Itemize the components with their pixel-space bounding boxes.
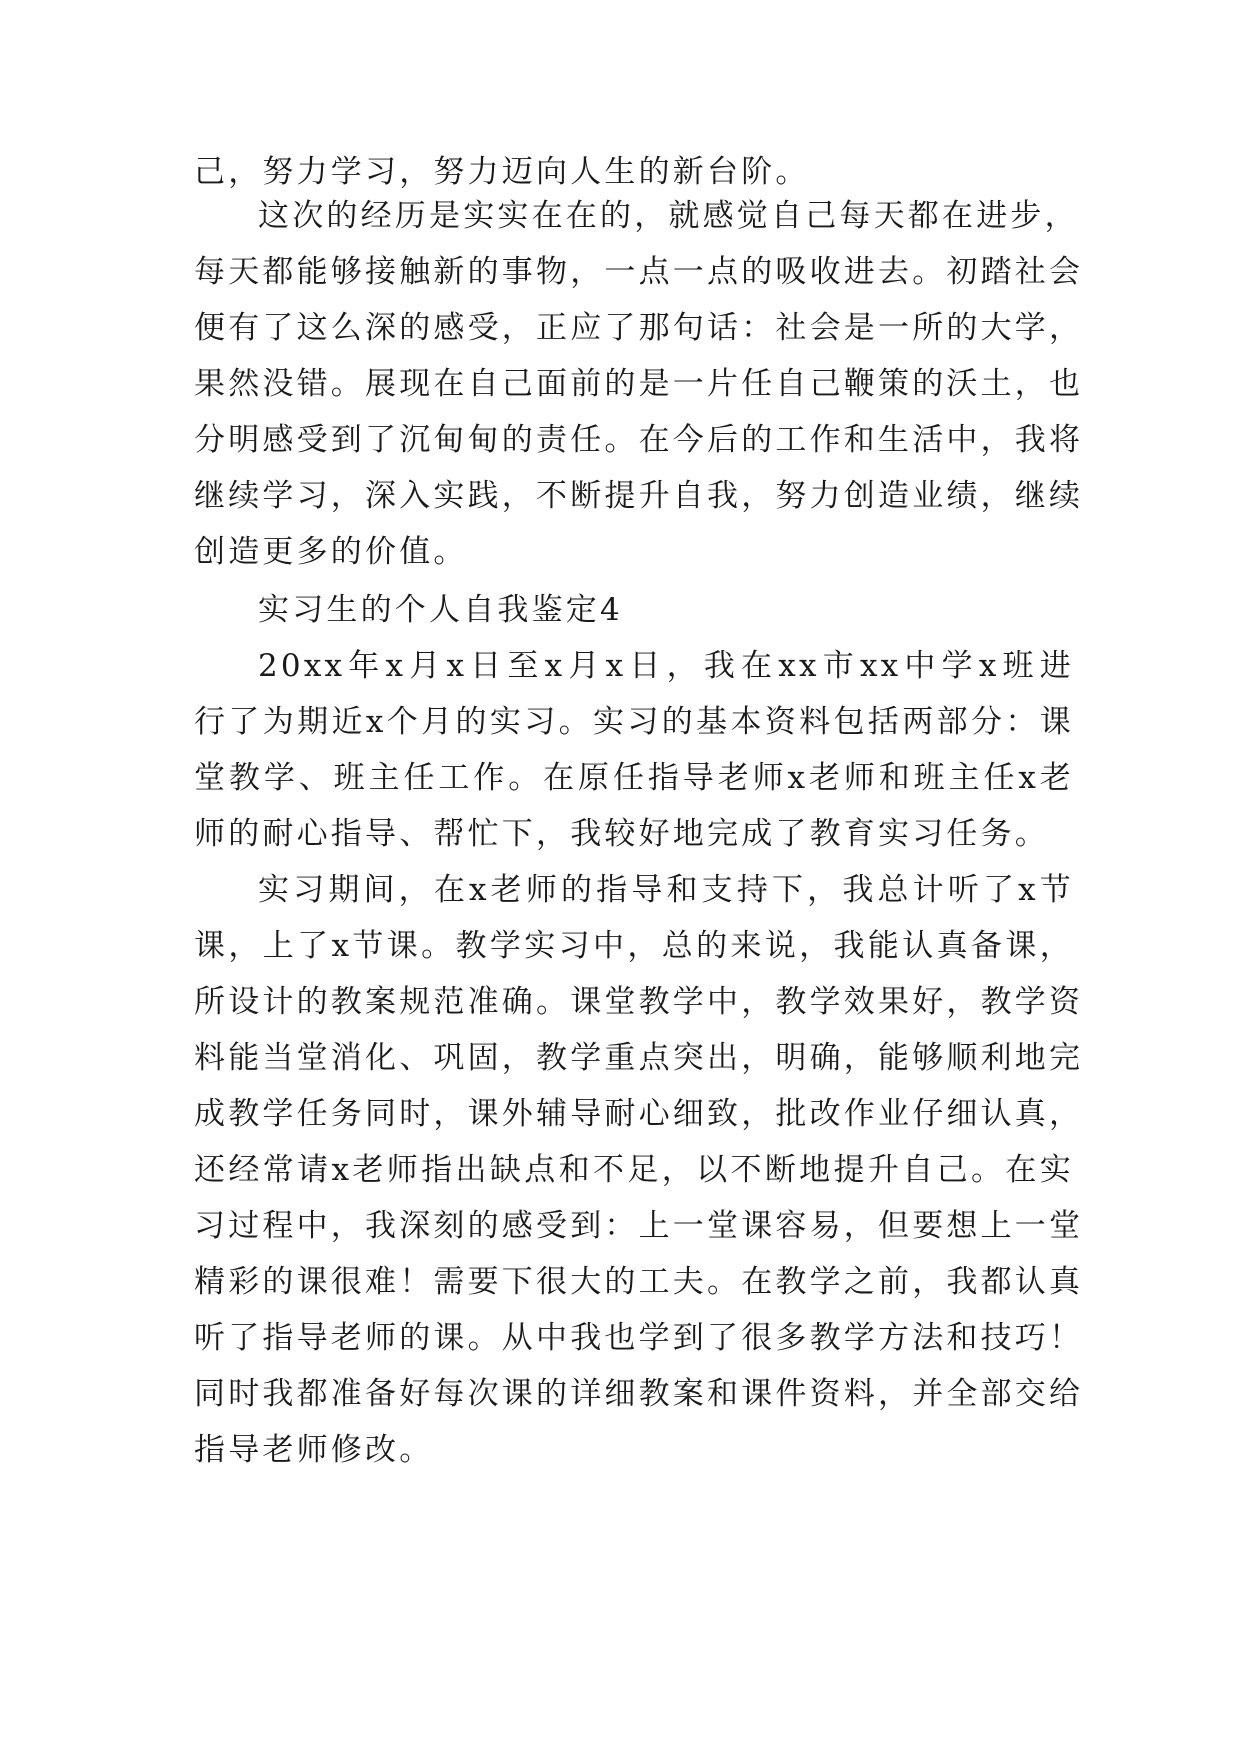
paragraph-line: 料能当堂消化、巩固，教学重点突出，明确，能够顺利地完 (194, 1040, 1084, 1076)
paragraph-line: 便有了这么深的感受，正应了那句话：社会是一所的大学， (194, 310, 1084, 346)
paragraph-line: 师的耐心指导、帮忙下，我较好地完成了教育实习任务。 (194, 816, 1049, 852)
paragraph-line: 实习期间，在x老师的指导和支持下，我总计听了x节 (258, 872, 1074, 908)
paragraph-line: 堂教学、班主任工作。在原任指导老师x老师和班主任x老 (194, 760, 1074, 796)
paragraph-line: 课，上了x节课。教学实习中，总的来说，我能认真备课， (194, 928, 1074, 964)
paragraph-line: 这次的经历是实实在在的，就感觉自己每天都在进步， (258, 198, 1079, 234)
section-heading: 实习生的个人自我鉴定4 (258, 592, 623, 628)
paragraph-line: 还经常请x老师指出缺点和不足，以不断地提升自己。在实 (194, 1152, 1074, 1188)
paragraph-line: 分明感受到了沉甸甸的责任。在今后的工作和生活中，我将 (194, 422, 1084, 458)
paragraph-line: 己，努力学习，努力迈向人生的新台阶。 (194, 154, 810, 190)
paragraph-line: 听了指导老师的课。从中我也学到了很多教学方法和技巧！ (194, 1320, 1084, 1356)
paragraph-line: 精彩的课很难！需要下很大的工夫。在教学之前，我都认真 (194, 1264, 1084, 1300)
paragraph-line: 20xx年x月x日至x月x日，我在xx市xx中学x班进 (258, 648, 1074, 684)
paragraph-line: 每天都能够接触新的事物，一点一点的吸收进去。初踏社会 (194, 254, 1084, 290)
paragraph-line: 创造更多的价值。 (194, 534, 468, 570)
paragraph-line: 成教学任务同时，课外辅导耐心细致，批改作业仔细认真， (194, 1096, 1084, 1132)
paragraph-line: 所设计的教案规范准确。课堂教学中，教学效果好，教学资 (194, 984, 1084, 1020)
paragraph-line: 指导老师修改。 (194, 1432, 434, 1468)
paragraph-line: 继续学习，深入实践，不断提升自我，努力创造业绩，继续 (194, 478, 1084, 514)
paragraph-line: 行了为期近x个月的实习。实习的基本资料包括两部分：课 (194, 704, 1074, 740)
paragraph-line: 同时我都准备好每次课的详细教案和课件资料，并全部交给 (194, 1376, 1084, 1412)
paragraph-line: 果然没错。展现在自己面前的是一片任自己鞭策的沃土，也 (194, 366, 1084, 402)
paragraph-line: 习过程中，我深刻的感受到：上一堂课容易，但要想上一堂 (194, 1208, 1084, 1244)
